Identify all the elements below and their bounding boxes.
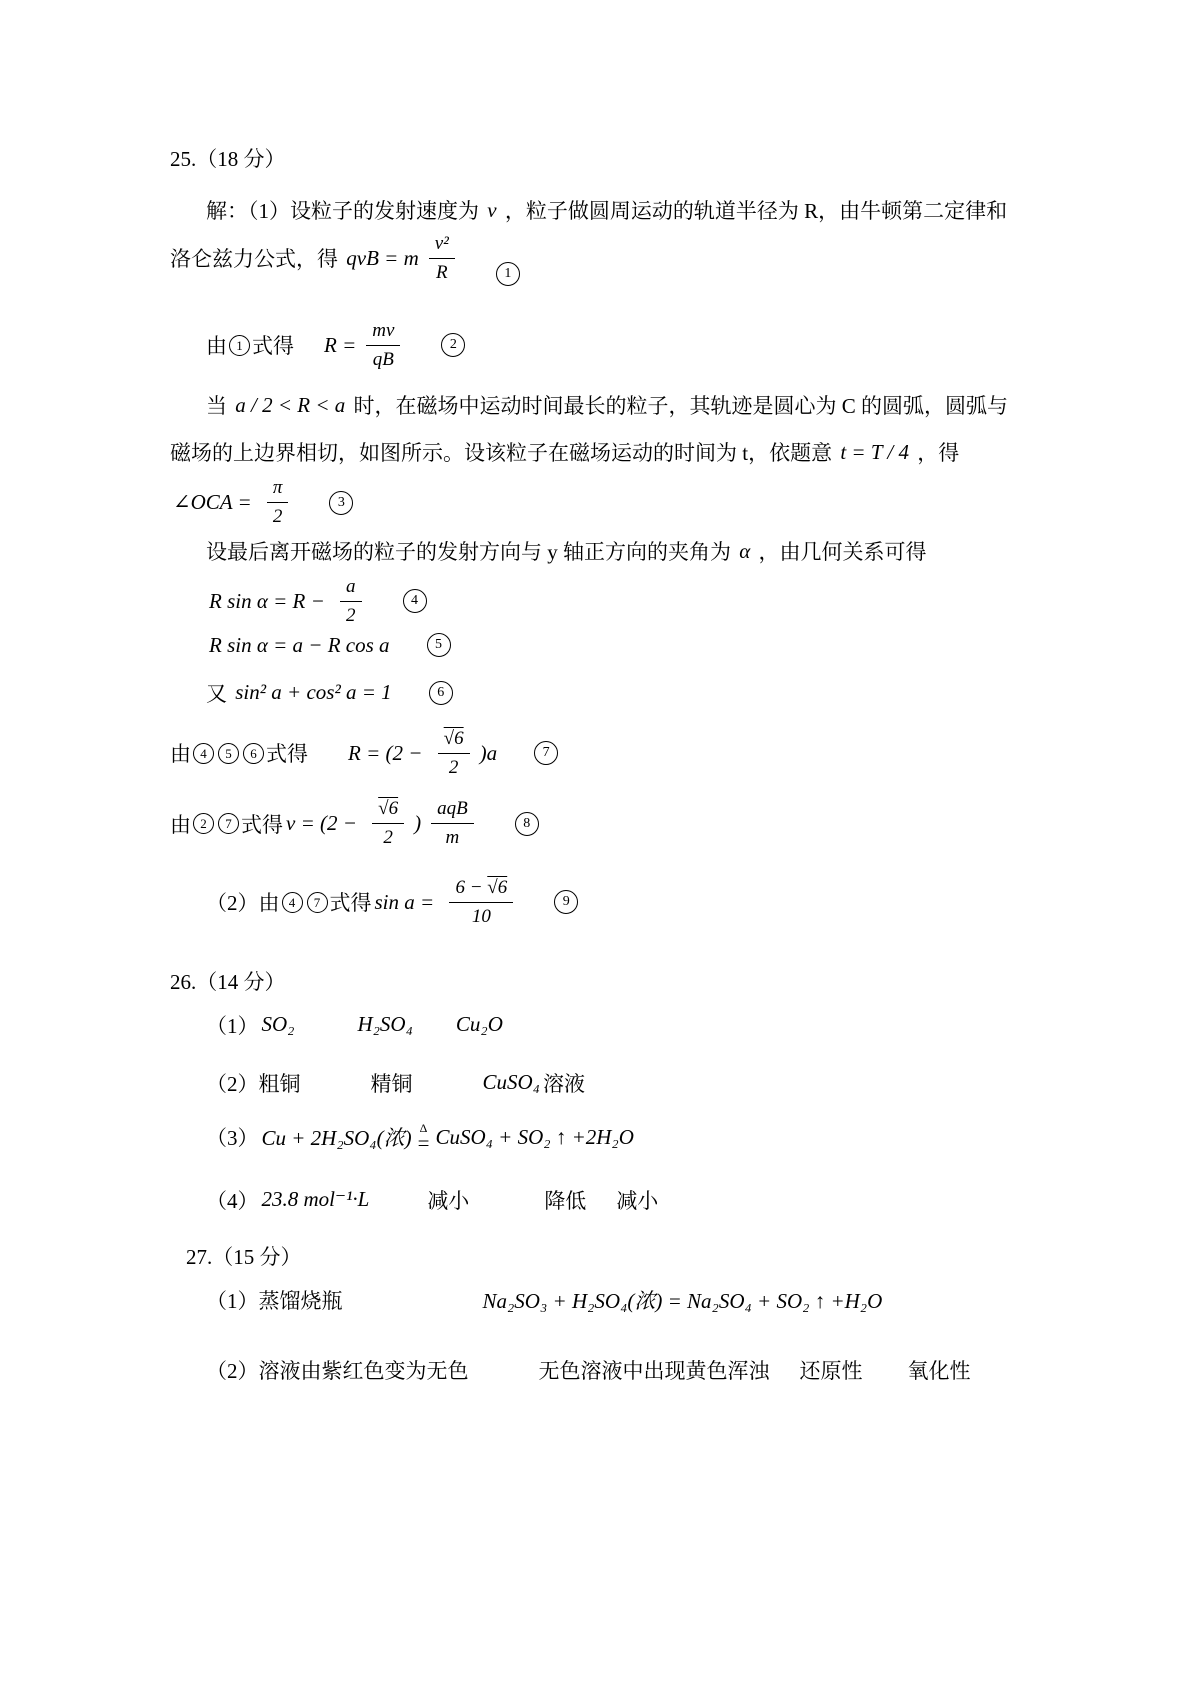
answer-text: 减小	[616, 1188, 659, 1213]
fraction	[431, 798, 474, 849]
circled-ref: 1	[229, 335, 250, 356]
q26-answer-1	[170, 1010, 1110, 1040]
math-expression: R sin α = a − R cos a	[209, 632, 390, 657]
answer-text: 降低	[544, 1188, 587, 1213]
chem-formula: CuSO₄	[482, 1070, 540, 1095]
answer-text: 溶液	[542, 1071, 585, 1096]
equation-number-circle: 5	[427, 633, 451, 657]
equation-number-circle: 1	[496, 262, 520, 286]
text-run: 设最后离开磁场的粒子的发射方向与 y 轴正方向的夹角为	[206, 540, 737, 565]
fraction-denominator: 2	[272, 506, 283, 528]
q25-equation-4	[170, 576, 1110, 627]
answer-text: 还原性	[799, 1358, 863, 1383]
q26-answer-3	[170, 1122, 1110, 1153]
text-run: 当	[206, 394, 233, 419]
math-expression: ∠OCA =	[173, 490, 257, 515]
radical-expression: √6	[487, 877, 508, 899]
q25-equation-5	[170, 633, 1110, 658]
text-run: 磁场的上边界相切，如图所示。设该粒子在磁场运动的时间为 t，依题意	[170, 441, 838, 466]
answer-label: （4）	[206, 1188, 259, 1213]
answer-label: （3）	[206, 1126, 259, 1151]
text-run: 解：（1）设粒子的发射速度为	[206, 199, 485, 223]
fraction	[267, 477, 289, 528]
chem-equation: Na₂SO₃ + H₂SO₄(浓) = Na₂SO₄ + SO₂ ↑ +H₂O	[482, 1288, 883, 1313]
math-variable: v	[487, 197, 497, 222]
delta-condition: Δ	[419, 1120, 428, 1135]
equals-sign: =	[417, 1130, 430, 1155]
answer-label: （2）溶液由紫红色变为无色	[206, 1358, 469, 1383]
circled-ref: 4	[282, 892, 303, 913]
math-variable: α	[739, 538, 751, 563]
circled-ref: 6	[243, 743, 264, 764]
fraction-numerator: aqB	[431, 798, 474, 824]
fraction-denominator: qB	[372, 348, 394, 370]
text-run: 又	[206, 681, 233, 706]
fraction-numerator: π	[267, 477, 289, 503]
q26-heading	[170, 966, 1110, 996]
answer-text: 无色溶液中出现黄色浑浊	[538, 1358, 770, 1383]
answer-text: 氧化性	[907, 1358, 971, 1383]
q25-paragraph-3	[170, 437, 1110, 467]
circled-ref: 7	[218, 813, 239, 834]
equation-number-circle: 9	[554, 890, 578, 914]
answer-label: （2）粗铜	[206, 1071, 301, 1096]
q25-paragraph-2	[170, 390, 1110, 420]
radical-expression: √6	[378, 798, 399, 820]
q26-answer-4	[170, 1185, 1110, 1215]
fraction-denominator: m	[445, 827, 460, 849]
q26-answer-2	[170, 1068, 1110, 1098]
text-run: 由	[206, 334, 227, 359]
answer-label: （1）蒸馏烧瓶	[206, 1288, 343, 1313]
fraction-denominator: 2	[448, 756, 459, 778]
chem-formula: H₂SO₄	[357, 1012, 413, 1037]
q27-heading	[170, 1241, 1110, 1271]
equation-number-circle: 3	[329, 491, 353, 515]
q25-equation-2	[170, 320, 1110, 371]
equation-number-circle: 6	[429, 681, 453, 705]
fraction-numerator: a	[340, 576, 362, 602]
delta-over-equals	[418, 1122, 430, 1153]
text-run: 式得	[329, 891, 372, 916]
equation-number-circle: 8	[515, 812, 539, 836]
math-expression: a / 2 < R < a	[235, 392, 346, 417]
equation-number-circle: 2	[441, 333, 465, 357]
fraction	[429, 233, 455, 284]
section-heading: 25.（18 分）	[170, 147, 286, 171]
circled-ref: 7	[307, 892, 328, 913]
fraction	[438, 728, 470, 779]
q25-equation-6	[170, 678, 1110, 708]
answer-text: 减小	[427, 1188, 470, 1213]
q25-heading	[170, 143, 1110, 173]
fraction-numerator: 6 −	[455, 877, 488, 899]
q25-equation-3	[170, 477, 1110, 528]
fraction-denominator: 10	[471, 905, 491, 927]
math-expression: sin² a + cos² a = 1	[235, 680, 392, 705]
text-run: 式得	[266, 742, 308, 767]
answer-label: （1）	[206, 1013, 259, 1038]
chem-formula: Cu + 2H₂SO₄(浓)	[261, 1126, 412, 1151]
q25-paragraph-4	[170, 536, 1110, 566]
fraction-denominator: R	[436, 261, 448, 283]
text-run: 时，在磁场中运动时间最长的粒子，其轨迹是圆心为 C 的圆弧，圆弧与	[348, 394, 1009, 419]
chem-formula: CuSO₄ + SO₂ ↑ +2H₂O	[435, 1124, 634, 1149]
text-run: 由	[170, 812, 191, 837]
math-expression: sin a =	[374, 889, 440, 914]
fraction-numerator: v²	[429, 233, 455, 259]
text-run: ，由几何关系可得	[753, 540, 927, 565]
fraction-denominator: 2	[346, 604, 356, 626]
fraction-denominator: 2	[383, 827, 393, 849]
text-run: 式得	[241, 812, 283, 837]
text-run: （2）由	[206, 891, 280, 916]
q25-equation-7	[170, 728, 1110, 779]
chem-formula: Cu₂O	[455, 1012, 503, 1037]
section-heading: 27.（15 分）	[186, 1244, 302, 1269]
chem-formula: SO₂	[261, 1012, 295, 1037]
math-expression: qvB = m	[346, 245, 419, 270]
answer-text: 精铜	[370, 1071, 413, 1096]
math-expression: 23.8 mol⁻¹·L	[261, 1187, 370, 1212]
q25-paragraph-1	[170, 195, 1110, 225]
math-expression: R sin α = R −	[209, 588, 331, 613]
text-run: ，得	[911, 441, 960, 466]
text-run: 洛仑兹力公式，得	[170, 247, 344, 272]
math-expression: v = (2 −	[286, 811, 363, 836]
section-heading: 26.（14 分）	[170, 969, 286, 994]
circled-ref: 5	[218, 743, 239, 764]
text-run: ，粒子做圆周运动的轨道半径为 R，由牛顿第二定律和	[499, 199, 1008, 223]
text-run: 由	[170, 742, 191, 767]
equation-number-circle: 4	[403, 589, 427, 613]
fraction	[449, 877, 513, 928]
math-expression: R =	[324, 332, 357, 357]
q27-answer-2	[170, 1355, 1110, 1385]
circled-ref: 2	[193, 813, 214, 834]
math-expression: R = (2 −	[348, 740, 428, 765]
text-run: 式得	[252, 334, 294, 359]
circled-ref: 4	[193, 743, 214, 764]
radical-expression: √6	[443, 727, 464, 749]
fraction-numerator: mv	[366, 320, 400, 346]
fraction	[366, 320, 400, 371]
fraction	[340, 576, 362, 627]
q25-equation-1	[170, 233, 1110, 284]
q25-equation-9	[170, 877, 1110, 928]
equation-number-circle: 7	[534, 741, 558, 765]
math-expression: )	[414, 811, 422, 836]
q25-equation-8	[170, 798, 1110, 849]
math-expression: t = T / 4	[840, 439, 909, 464]
math-expression: )a	[479, 740, 498, 765]
fraction	[372, 798, 404, 849]
q27-answer-1	[170, 1285, 1110, 1315]
